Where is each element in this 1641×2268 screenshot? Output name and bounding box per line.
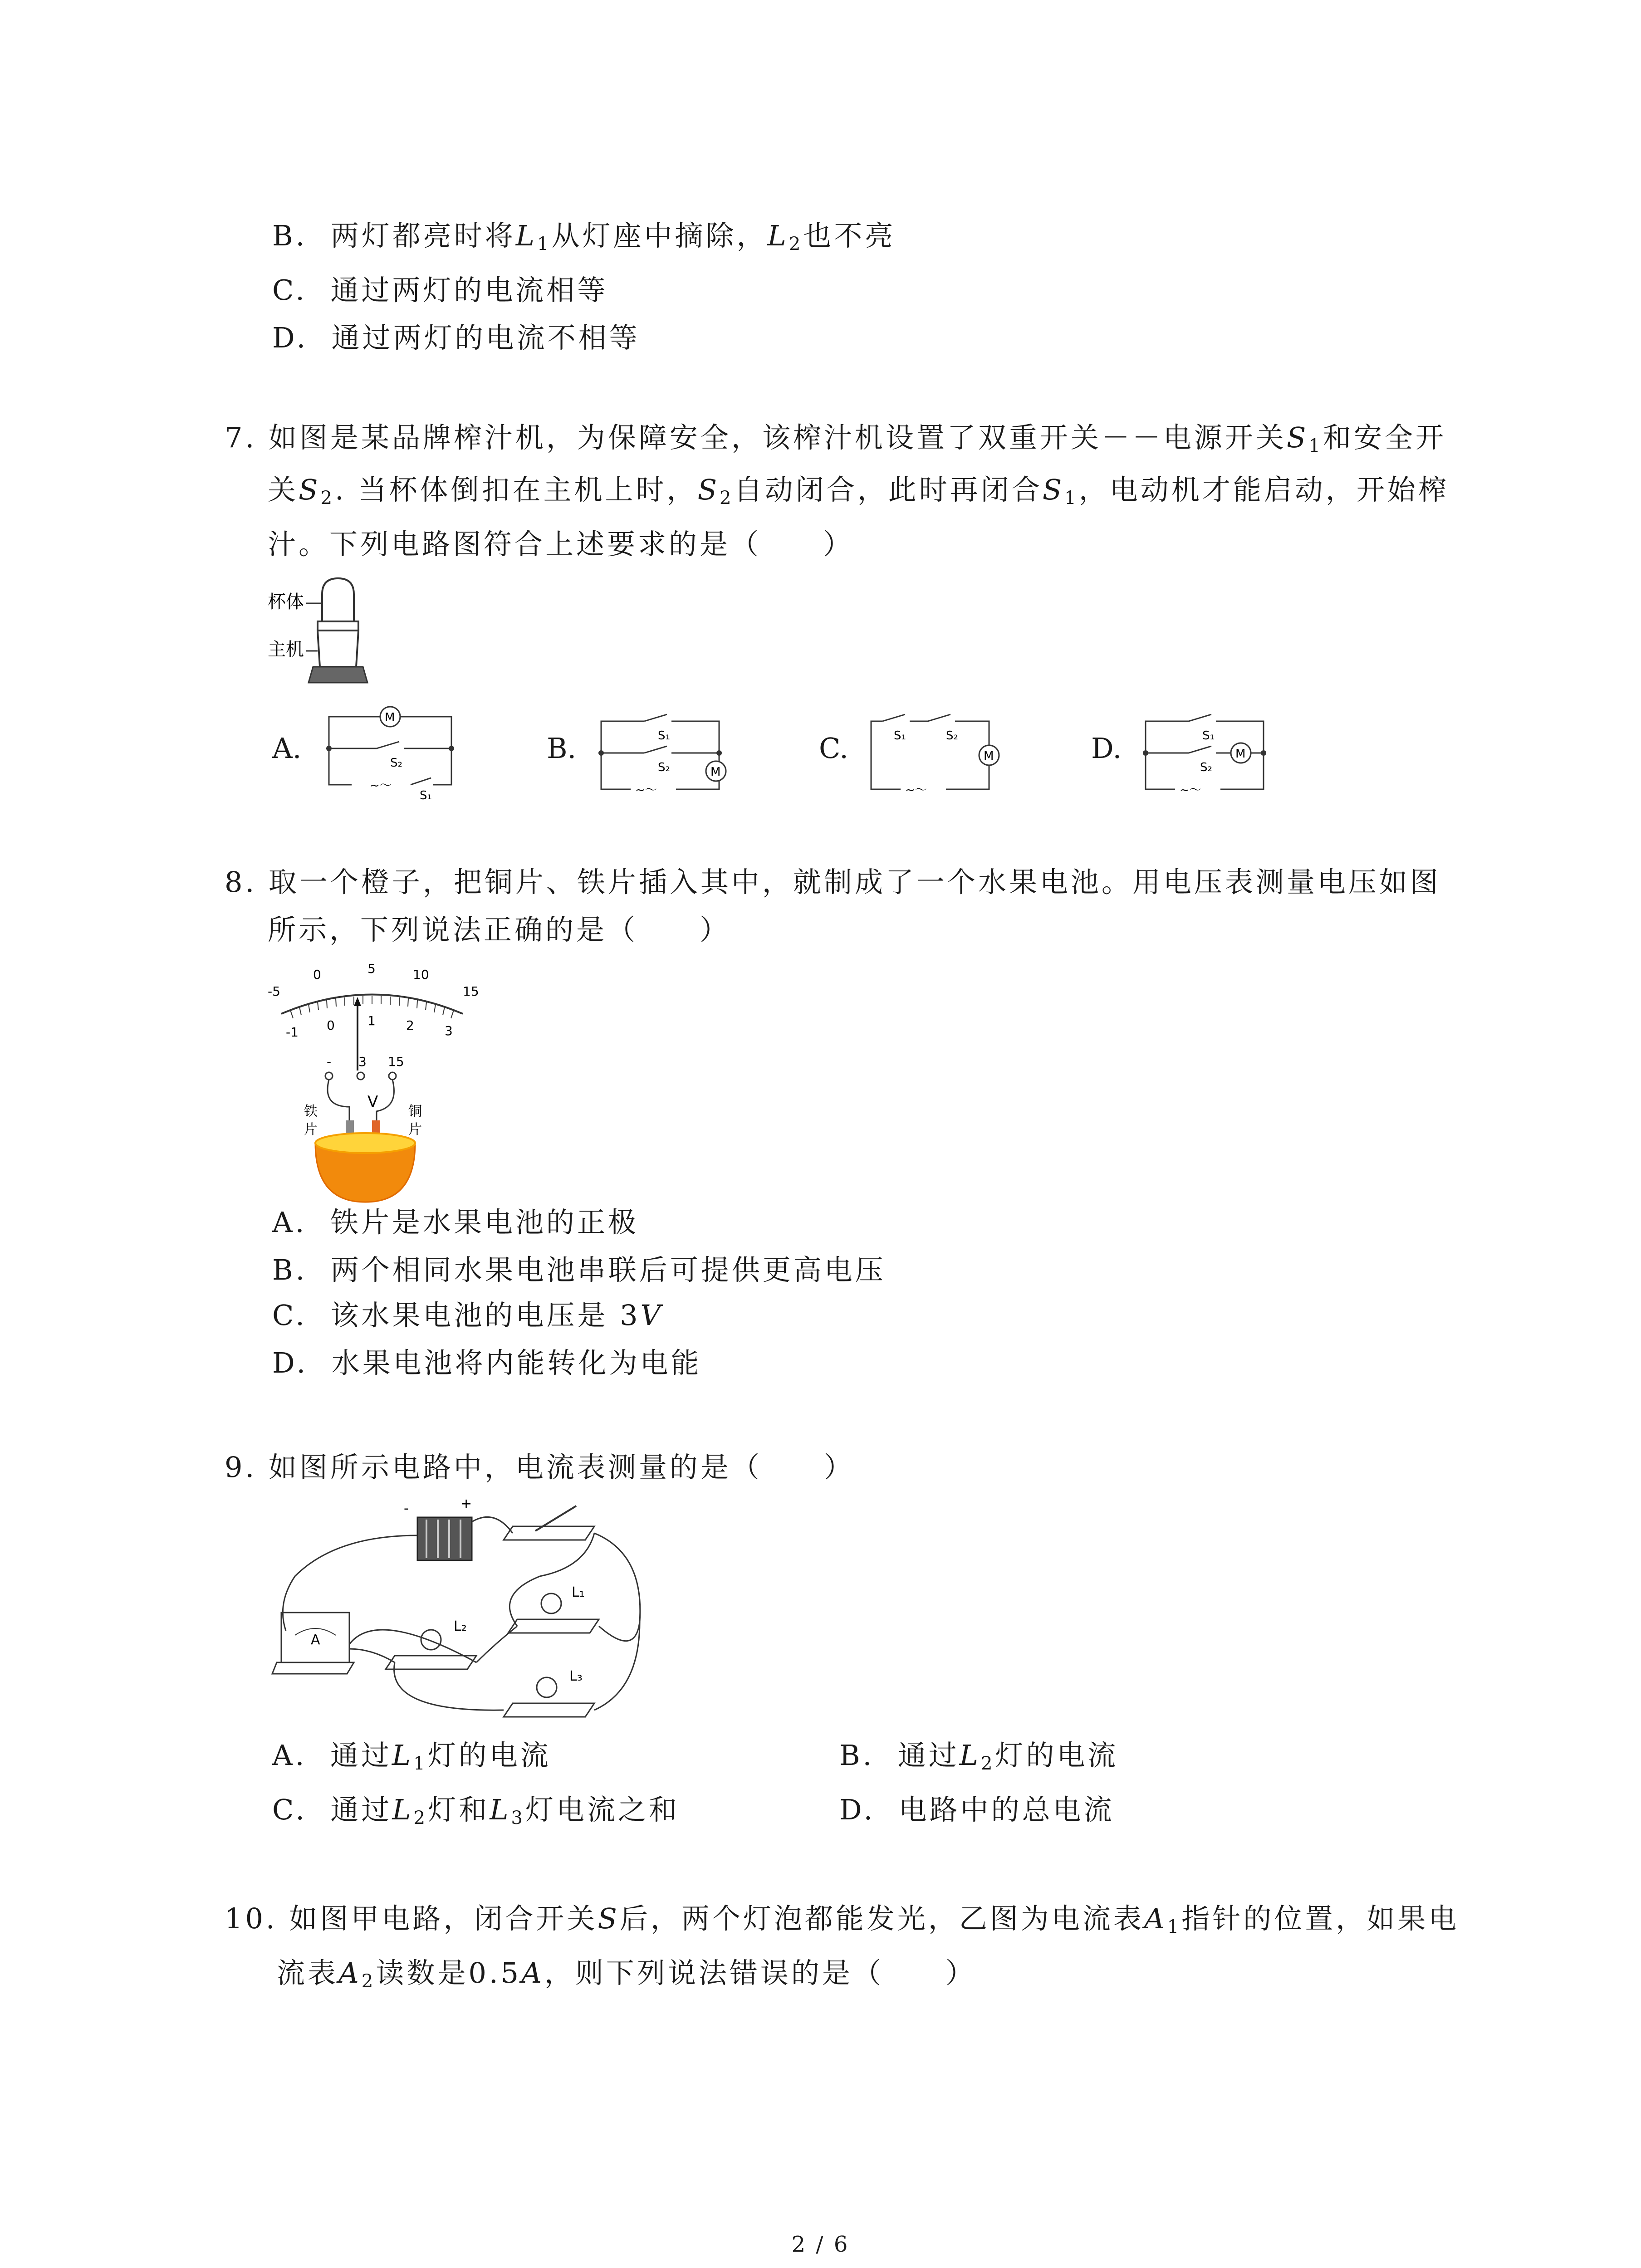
q8-line-1: 8. 取一个橙子，把铜片、铁片插入其中，就制成了一个水果电池。用电压表测量电压如图	[225, 865, 1441, 899]
q7-circuit-d	[1139, 708, 1275, 803]
fruit-battery-figure	[263, 957, 499, 1211]
q9-option-b: B. 通过$L_2$灯的电流	[839, 1739, 1119, 1774]
q9-circuit-figure	[268, 1495, 658, 1730]
q6-option-b: B. 两灯都亮时将$L_1$从灯座中摘除，$L_2$也不亮	[272, 219, 896, 255]
lamp-l2-icon	[386, 1656, 476, 1669]
svg-text:S₂: S₂	[390, 756, 402, 770]
svg-text:S₁: S₁	[1202, 729, 1215, 743]
q8-option-b: B. 两个相同水果电池串联后可提供更高电压	[272, 1253, 886, 1286]
q7-line-1: 7. 如图是某品牌榨汁机，为保障安全，该榨汁机设置了双重开关－－电源开关$S_1$和安全开	[225, 421, 1447, 457]
q9-line-1: 9. 如图所示电路中，电流表测量的是（ ）	[225, 1451, 855, 1484]
svg-text:L₁: L₁	[572, 1584, 585, 1600]
svg-text:1: 1	[367, 1013, 376, 1028]
cup-body	[322, 578, 354, 621]
svg-text:15: 15	[463, 984, 479, 999]
base-body	[318, 631, 358, 667]
svg-text:5: 5	[367, 961, 376, 976]
svg-text:2: 2	[406, 1018, 414, 1033]
svg-text:铜: 铜	[408, 1104, 422, 1119]
switch-icon	[504, 1526, 594, 1540]
svg-text:3: 3	[358, 1054, 367, 1069]
svg-text:10: 10	[413, 967, 429, 982]
svg-text:15: 15	[388, 1054, 404, 1069]
q8-line-2: 所示，下列说法正确的是（ ）	[268, 913, 731, 946]
q7-line-2: 关$S_2$. 当杯体倒扣在主机上时，$S_2$自动闭合，此时再闭合$S_1$，电动机才能启动，开始榨	[268, 473, 1449, 509]
q6-option-c: C. 通过两灯的电流相等	[272, 274, 608, 307]
svg-text:-: -	[404, 1501, 409, 1516]
svg-text:S₁: S₁	[894, 729, 906, 743]
base-label: 主机	[268, 639, 304, 660]
svg-text:L₂: L₂	[454, 1618, 467, 1634]
q7-option-d-label: D.	[1091, 732, 1122, 765]
svg-text:L₃: L₃	[569, 1668, 583, 1684]
page-number: 2 / 6	[791, 2232, 850, 2257]
q7-line-3: 汁。下列电路图符合上述要求的是（ ）	[268, 528, 854, 561]
svg-text:-5: -5	[268, 984, 280, 999]
svg-text:V: V	[367, 1093, 378, 1111]
svg-text:M: M	[710, 765, 721, 779]
svg-text:0: 0	[313, 967, 321, 982]
svg-text:-: -	[327, 1054, 332, 1069]
svg-text:S₂: S₂	[946, 729, 958, 743]
juicer-figure	[263, 572, 381, 699]
q8-option-a: A. 铁片是水果电池的正极	[272, 1206, 639, 1239]
q7-circuit-c	[864, 703, 1000, 803]
q8-option-c: C. 该水果电池的电压是 3V	[272, 1299, 664, 1332]
svg-text:S₁: S₁	[658, 729, 670, 743]
svg-text:M: M	[385, 711, 395, 724]
svg-text:~～: ~～	[635, 783, 657, 797]
svg-text:M: M	[984, 749, 994, 763]
q7-option-a-label: A.	[272, 732, 302, 765]
svg-text:片: 片	[408, 1122, 422, 1138]
svg-text:M: M	[1235, 747, 1246, 761]
q8-option-d: D. 水果电池将内能转化为电能	[272, 1346, 702, 1379]
q7-circuit-b	[594, 708, 730, 803]
q6-option-d: D. 通过两灯的电流不相等	[272, 321, 640, 354]
svg-text:片: 片	[304, 1122, 318, 1138]
q7-circuit-a	[324, 699, 460, 803]
svg-text:+: +	[460, 1496, 472, 1512]
svg-text:~～: ~～	[370, 779, 392, 792]
q10-line-1: 10. 如图甲电路，闭合开关S后，两个灯泡都能发光，乙图为电流表$A_1$指针的位置，如果电	[225, 1902, 1460, 1938]
q9-option-d: D. 电路中的总电流	[839, 1793, 1115, 1826]
lamp-l3-icon	[504, 1703, 594, 1717]
svg-text:0: 0	[327, 1018, 335, 1033]
q9-option-a: A. 通过$L_1$灯的电流	[272, 1739, 551, 1774]
svg-text:~～: ~～	[1180, 783, 1201, 797]
svg-text:A: A	[311, 1632, 320, 1648]
q7-option-c-label: C.	[819, 732, 848, 765]
svg-text:~～: ~～	[905, 783, 927, 797]
q7-option-b-label: B.	[547, 732, 577, 765]
svg-text:3: 3	[445, 1023, 453, 1038]
cup-label: 杯体	[268, 591, 304, 612]
q10-line-2: 流表$A_2$读数是0.5A，则下列说法错误的是（ ）	[277, 1956, 976, 1992]
svg-text:S₂: S₂	[1200, 761, 1212, 774]
svg-text:铁: 铁	[304, 1104, 318, 1119]
svg-text:S₂: S₂	[658, 761, 670, 774]
svg-text:S₁: S₁	[420, 789, 432, 802]
lamp-l1-icon	[508, 1619, 599, 1633]
q9-option-c: C. 通过$L_2$灯和$L_3$灯电流之和	[272, 1793, 680, 1829]
svg-text:-1: -1	[286, 1025, 299, 1040]
